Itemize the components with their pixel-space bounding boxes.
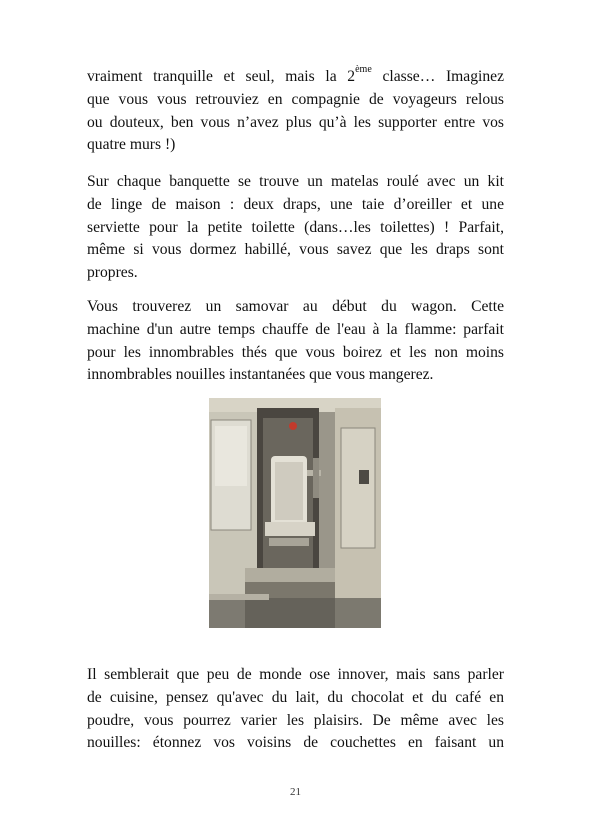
paragraph-samovar	[87, 296, 504, 387]
samovar-photo	[209, 398, 381, 628]
paragraph-cuisine	[87, 664, 504, 755]
text-line: machine d'un autre temps chauffe de l'eau à la flamme: parfait	[87, 320, 504, 338]
text-line: Sur chaque banquette se trouve un matelas roulé avec un kit	[87, 173, 504, 190]
text-line: même si vous dormez habillé, vous savez que les draps sont	[87, 241, 504, 259]
text-line: propres.	[87, 264, 138, 282]
text-line: de linge de maison : deux draps, une taie d’oreiller et une	[87, 195, 504, 213]
text-line: Vous trouverez un samovar au début du wagon. Cette	[87, 298, 504, 315]
paragraph-bedding	[87, 171, 504, 285]
text-line: Il semblerait que peu de monde ose innover, mais sans parler	[87, 666, 504, 683]
text-line	[87, 66, 504, 89]
text-line: nouilles: étonnez vos voisins de couchettes en faisant un	[87, 734, 504, 752]
superscript-ordinal: ème	[355, 64, 372, 75]
paragraph-compartment	[87, 66, 504, 157]
text-line: serviette pour la petite toilette (dans…les toilettes) ! Parfait,	[87, 218, 504, 236]
text-line: innombrables nouilles instantanées que vous mangerez.	[87, 366, 434, 384]
text-line: de cuisine, pensez qu'avec du lait, du chocolat et du café en	[87, 688, 504, 706]
page-number: 21	[290, 786, 301, 798]
text-segment: classe… Imaginez	[382, 68, 504, 85]
text-line: ou douteux, ben vous n’avez plus qu’à les supporter entre vos	[87, 113, 504, 131]
text-line: que vous vous retrouviez en compagnie de voyageurs relous	[87, 90, 504, 108]
text-segment: vraiment tranquille et seul, mais la 2	[87, 68, 356, 85]
text-line: pour les innombrables thés que vous boirez et les non moins	[87, 343, 504, 361]
text-line: quatre murs !)	[87, 136, 176, 154]
text-line: poudre, vous pourrez varier les plaisirs. De même avec les	[87, 711, 504, 729]
